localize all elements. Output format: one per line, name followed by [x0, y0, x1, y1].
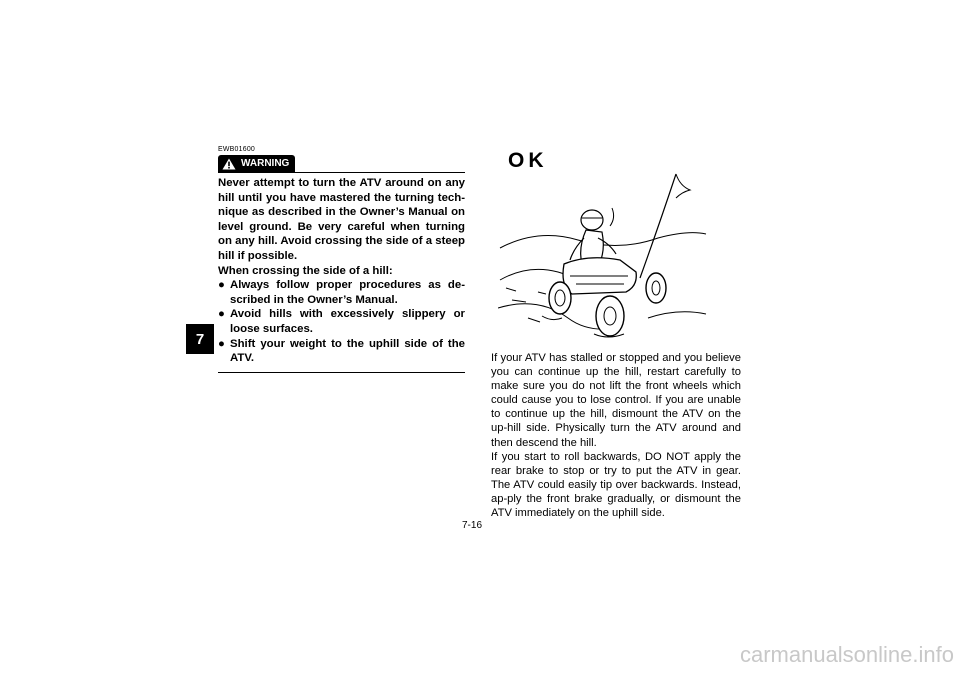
warning-badge	[218, 155, 295, 172]
body-paragraph: If your ATV has stalled or stopped and you believe you can continue up the hill, restart carefully to make sure you do not lift the front wheels which could cause you to lose control. If you are unable to continue up the hill, dismount the ATV on the up-hill side. Physically turn the ATV around and then descend the hill.	[491, 352, 741, 449]
body-paragraph: If you start to roll backwards, DO NOT apply the rear brake to stop or try to put the ATV in gear. The ATV could easily tip over backwards. Instead, ap-ply the front brake gradually, or dismount the ATV immediately on the uphill side.	[491, 450, 741, 520]
warning-label: WARNING	[241, 158, 290, 169]
warning-header	[218, 155, 465, 173]
bullet-text: Always follow proper procedures as de-scribed in the Owner’s Manual.	[230, 279, 465, 306]
bullet-dot-icon: ●	[218, 337, 225, 350]
atv-rider-illustration-icon	[498, 168, 708, 344]
body-text	[491, 351, 741, 520]
warning-bullet-list	[218, 278, 465, 366]
warning-triangle-icon	[222, 158, 236, 170]
warning-paragraph: Never attempt to turn the ATV around on any hill until you have mastered the turning tech-nique as described in the Owner’s Manual on level ground. Be very careful when turning on any hill. Avoid crossing the side of a steep hill if possible.	[218, 177, 465, 262]
watermark: carmanualsonline.info	[739, 642, 954, 667]
bullet-text: Shift your weight to the uphill side of the ATV.	[230, 337, 465, 365]
list-item	[218, 307, 465, 336]
warning-bottom-rule	[218, 372, 465, 373]
illustration-title: OK	[508, 149, 548, 172]
bullet-dot-icon: ●	[218, 308, 225, 321]
warning-subheading: When crossing the side of a hill:	[218, 264, 393, 277]
chapter-tab: 7	[186, 324, 214, 354]
list-item	[218, 278, 465, 307]
warning-code: EWB01600	[218, 146, 256, 153]
list-item	[218, 337, 465, 366]
page-number: 7-16	[462, 520, 483, 531]
warning-text	[218, 176, 465, 366]
bullet-dot-icon: ●	[218, 279, 225, 292]
bullet-text: Avoid hills with excessively slippery or loose surfaces.	[230, 308, 465, 335]
warning-section	[218, 146, 465, 373]
